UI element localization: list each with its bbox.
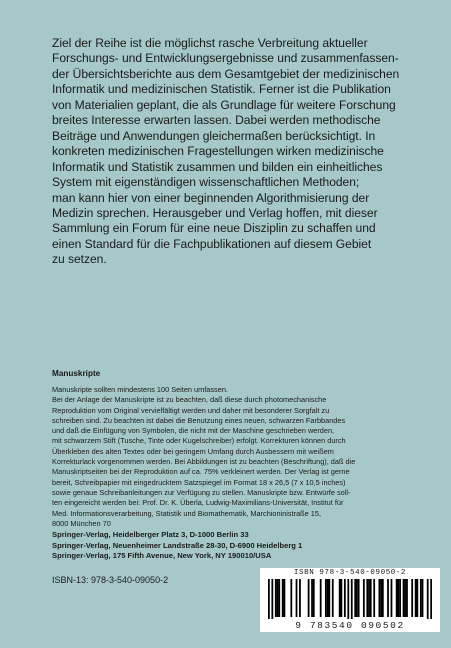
barcode-icon — [268, 579, 432, 619]
barcode-bar — [308, 579, 310, 617]
publisher-addresses — [52, 530, 432, 562]
barcode-bar — [344, 579, 346, 617]
intro-line: konkreten medizinischen Fragestellungen wirken medizinische — [52, 144, 384, 159]
barcode-bar — [284, 579, 286, 617]
intro-line: Sammlung ein Forum für eine neue Disziplin zu schaffen und — [52, 221, 376, 236]
barcode-bar — [427, 579, 429, 619]
manuscripts-line: und daß die Einfügung von Symbolen, die nicht mit der Maschine geschrieben werden, — [52, 426, 335, 436]
barcode-bar — [416, 579, 418, 617]
barcode-bar — [332, 579, 334, 617]
barcode-isbn-label: ISBN 978-3-540-09050-2 — [293, 569, 407, 577]
barcode-bar — [325, 579, 327, 617]
barcode-bar — [327, 579, 329, 617]
intro-line: Medizin sprechen. Herausgeber und Verlag hoffen, mit dieser — [52, 205, 378, 220]
barcode-bar — [275, 579, 277, 617]
publisher-address-berlin: Springer-Verlag, Heidelberger Platz 3, D-1000 Berlin 33 — [52, 530, 249, 539]
barcode-bar — [277, 579, 279, 617]
barcode-bar — [420, 579, 422, 617]
manuscripts-line: Überkleben des alten Textes oder bei geringem Umfang durch Ausbessern mit weißem — [52, 446, 334, 456]
manuscripts-line: Med. Informationsverarbeitung, Statistik und Biomathematik, Marchioninistraße 15, — [52, 508, 321, 518]
barcode-bar — [378, 579, 380, 617]
barcode-bar — [368, 579, 370, 617]
barcode-bar — [339, 579, 341, 617]
barcode-bar — [415, 579, 417, 617]
barcode-panel — [260, 568, 440, 632]
barcode-bar — [396, 579, 398, 617]
manuscripts-line: Korrekturlack vorgenommen werden. Bei Abbildungen ist zu beachten (Beschriftung), daß die — [52, 457, 356, 467]
manuscripts-line: bereit, Schreibpapier mit eingedrucktem Satzspiegel im Format 18 x 26,5 (7 x 10,5 inches) — [52, 477, 346, 487]
manuscripts-line: Manuskriptseiten bei der Reproduktion auf ca. 75% verkleinert werden. Der Verlag ist gerne — [52, 467, 350, 477]
barcode-bar — [399, 579, 401, 617]
barcode-bar — [430, 579, 432, 619]
publisher-address-heidelberg: Springer-Verlag, Neuenheimer Landstraße 28-30, D-6900 Heidelberg 1 — [52, 540, 303, 550]
barcode-bar — [387, 579, 389, 617]
barcode-bar — [296, 579, 298, 617]
barcode-bar — [404, 579, 406, 617]
series-description — [52, 36, 424, 268]
intro-line: breites Interesse erwarten lassen. Dabei werden methodische — [52, 113, 381, 128]
barcode-bar — [311, 579, 313, 617]
barcode-bar — [341, 579, 343, 617]
barcode-bar — [351, 579, 353, 619]
manuscripts-heading: Manuskripte — [52, 369, 101, 378]
barcode-bar — [411, 579, 413, 617]
barcode-bar — [320, 579, 322, 617]
manuscripts-line: schreiben sind. Zu beachten ist dabei die Benutzung eines neuen, schwarzen Farbbandes — [52, 415, 346, 425]
barcode-bar — [391, 579, 393, 617]
intro-line: Informatik und medizinischen Statistik. Ferner ist die Publikation — [52, 82, 391, 97]
barcode-bar — [313, 579, 315, 617]
intro-line: einen Standard für die Fachpublikationen auf diesem Gebiet — [52, 236, 372, 251]
intro-line: man kann hier von einer beginnenden Algorithmisierung der — [52, 190, 370, 205]
barcode-bar — [328, 579, 330, 617]
intro-line: Informatik und Statistik zusammen und bilden ein einheitliches — [52, 159, 383, 174]
manuscripts-line: Reproduktion vom Original vervielfältigt werden und daher mit besonderer Sorgfalt zu — [52, 405, 330, 415]
barcode-bar — [354, 579, 356, 617]
barcode-bar — [356, 579, 358, 617]
barcode-bar — [366, 579, 368, 617]
barcode-bar — [282, 579, 284, 617]
barcode-bar — [406, 579, 408, 617]
barcode-digits: 9 783540 090502 — [295, 620, 405, 631]
intro-line: Ziel der Reihe ist die möglichst rasche Verbreitung aktueller — [52, 36, 368, 50]
barcode-bar — [290, 579, 292, 617]
barcode-bar — [278, 579, 280, 617]
manuscripts-line: mit schwarzem Stift (Tusche, Tinte oder Kugelschreiber) erfolgt. Korrekturen können durch — [52, 436, 346, 446]
barcode-bar — [268, 579, 270, 619]
intro-line: Beiträge und Anwendungen gleichermaßen berücksichtigt. In — [52, 128, 376, 143]
intro-line: der Übersichtsberichte aus dem Gesamtgebiet der medizinischen — [52, 66, 400, 81]
manuscripts-line: sowie genaue Schreibanleitungen zur Verfügung zu stellen. Manuskripte bzw. Entwürfe soll- — [52, 487, 351, 497]
intro-line: zu setzen. — [52, 252, 107, 267]
barcode-bar — [403, 579, 405, 617]
isbn-number: ISBN-13: 978-3-540-09050-2 — [52, 575, 169, 585]
barcode-bar — [271, 579, 273, 619]
barcode-bar — [370, 579, 372, 617]
barcode-bar — [299, 579, 301, 617]
barcode-bar — [382, 579, 384, 617]
intro-line: System mit eigenständigen wissenschaftlichen Methoden; — [52, 175, 360, 190]
manuscripts-line: ten eingereicht werden bei: Prof. Dr. K. Überla, Ludwig-Maximilians-Universität, Institut für — [52, 498, 344, 508]
barcode-bar — [358, 579, 360, 617]
barcode-bar — [397, 579, 399, 617]
barcode-bar — [373, 579, 375, 617]
manuscripts-line: 8000 München 70 — [52, 518, 111, 528]
manuscripts-line: Bei der Anlage der Manuskripte ist zu beachten, daß diese durch photomechanische — [52, 395, 327, 405]
barcode-bar — [347, 579, 349, 619]
intro-line: von Materialien geplant, die als Grundlage für weitere Forschung — [52, 97, 396, 112]
intro-line: Forschungs- und Entwicklungsergebnisse und zusammenfassen- — [52, 51, 399, 66]
barcode-bar — [422, 579, 424, 617]
publisher-address-new-york: Springer-Verlag, 175 Fifth Avenue, New York, NY 190010/USA — [52, 551, 272, 561]
barcode-bar — [363, 579, 365, 617]
barcode-bar — [380, 579, 382, 617]
manuscripts-line: Manuskripte sollten mindestens 100 Seiten umfassen. — [52, 385, 228, 394]
manuscripts-text — [52, 385, 424, 529]
